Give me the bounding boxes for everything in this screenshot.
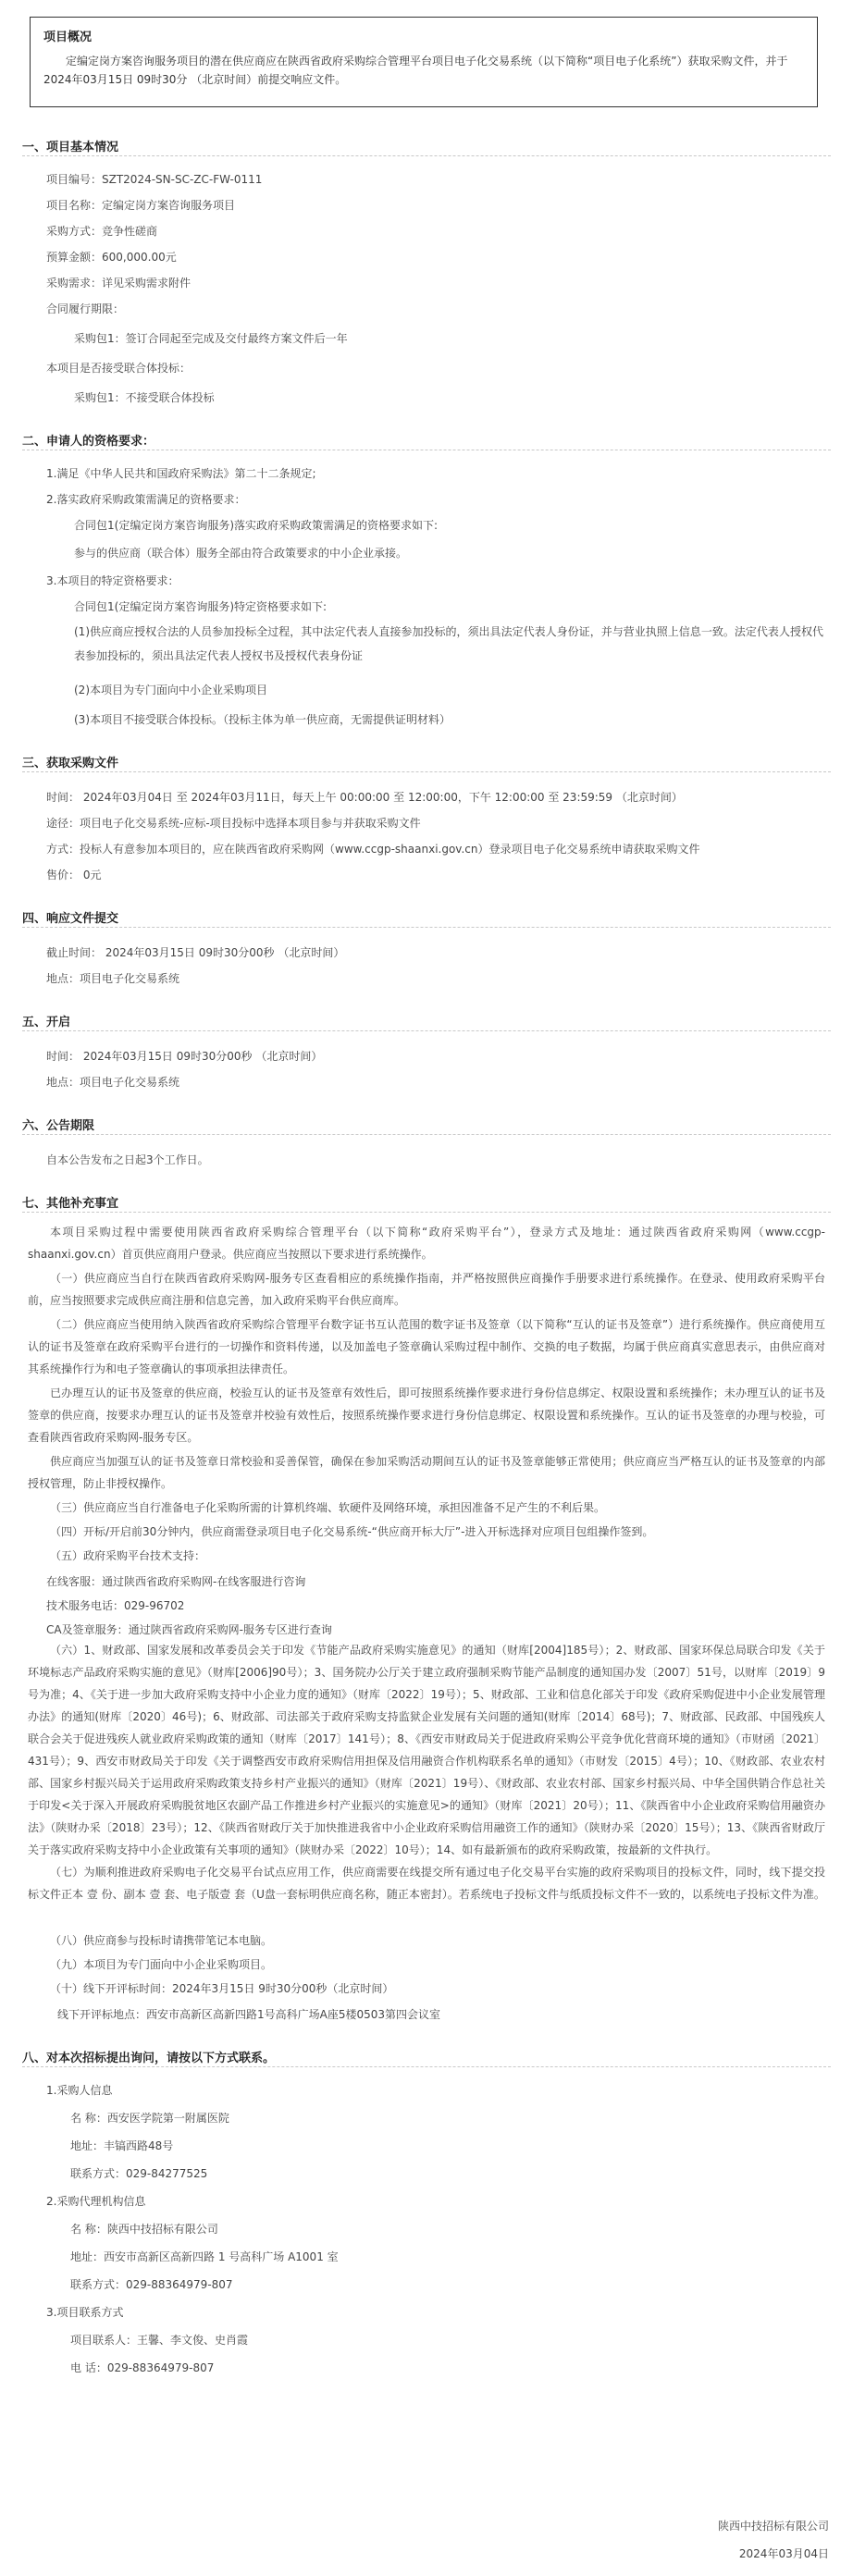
supplement-item-8: （八）供应商参与投标时请携带笔记本电脑。 bbox=[50, 1934, 273, 1947]
supplement-intro: 本项目采购过程中需要使用陕西省政府采购综合管理平台（以下简称“政府采购平台”），登录方式及地址：通过陕西省政府采购网（www.ccgp-shaanxi.gov.cn）首页供应商用户登录。供应商应当按照以下要求进行系统操作。 bbox=[28, 1226, 825, 1261]
section-3-title: 三、获取采购文件 bbox=[22, 757, 119, 770]
footer-company: 陕西中技招标有限公司 bbox=[717, 2520, 829, 2533]
supplement-item-3: （三）供应商应当自行准备电子化采购所需的计算机终端、软硬件及网络环境，承担因准备不足产生的不利后果。 bbox=[50, 1501, 606, 1514]
overview-title: 项目概况 bbox=[43, 31, 93, 44]
section-5-title: 五、开启 bbox=[22, 1016, 71, 1029]
procurement-demand: 采购需求：详见采购需求附件 bbox=[46, 277, 192, 290]
section-7-title: 七、其他补充事宜 bbox=[22, 1197, 119, 1211]
qualification-2a: 合同包1(定编定岗方案咨询服务)落实政府采购政策需满足的资格要求如下: bbox=[74, 519, 439, 532]
qualification-3: 3.本项目的特定资格要求： bbox=[46, 574, 179, 587]
footer-date: 2024年03月04日 bbox=[738, 2547, 829, 2560]
tech-support-phone: 技术服务电话：029-96702 bbox=[46, 1599, 185, 1612]
section-divider bbox=[22, 1134, 831, 1135]
project-name: 项目名称：定编定岗方案咨询服务项目 bbox=[46, 199, 236, 212]
agency-address: 地址：西安市高新区高新四路 1 号高科广场 A1001 室 bbox=[70, 2250, 339, 2263]
project-overview-box bbox=[30, 17, 818, 107]
contract-period-package: 采购包1：签订合同起至完成及交付最终方案文件后一年 bbox=[74, 332, 348, 345]
supplement-item-2-note-2: 供应商应当加强互认的证书及签章日常校验和妥善保管，确保在参加采购活动期间互认的证书及签章能够正常使用；供应商应当严格互认的证书及签章的内部授权管理，防止非授权操作。 bbox=[28, 1455, 825, 1490]
section-divider bbox=[22, 927, 831, 928]
supplement-item-1: （一）供应商应当自行在陕西省政府采购网-服务专区查看相应的系统操作指南，并严格按照供应商操作手册要求进行系统操作。在登录、使用政府采购平台前，应当按照要求完成供应商注册和信息完善，加入政府采购平台供应商库。 bbox=[28, 1272, 825, 1307]
obtain-route: 途径：项目电子化交易系统-应标-项目投标中选择本项目参与并获取采购文件 bbox=[46, 817, 421, 830]
consortium-label: 本项目是否接受联合体投标： bbox=[46, 362, 192, 375]
qualification-3b: (1)供应商应授权合法的人员参加投标全过程，其中法定代表人直接参加投标的，须出具法定代表人身份证，并与营业执照上信息一致。法定代表人授权代表参加投标的，须出具法定代表人授权书及授权代表身份证 bbox=[74, 625, 823, 662]
consortium-package: 采购包1：不接受联合体投标 bbox=[74, 391, 215, 404]
opening-time: 时间： 2024年03月15日 09时30分00秒 （北京时间） bbox=[46, 1050, 323, 1063]
overview-text: 定编定岗方案咨询服务项目的潜在供应商应在陕西省政府采购综合管理平台项目电子化交易系统（以下简称“项目电子化系统”）获取采购文件，并于 2024年03月15日 09时30分 （北京时间）前提交响应文件。 bbox=[43, 55, 788, 86]
section-1-title: 一、项目基本情况 bbox=[22, 141, 119, 154]
supplement-item-2-note: 已办理互认的证书及签章的供应商，校验互认的证书及签章有效性后，即可按照系统操作要求进行身份信息绑定、权限设置和系统操作；未办理互认的证书及签章的供应商，按要求办理互认的证书及签章并校验有效性后，按照系统操作要求进行身份信息绑定、权限设置和系统操作。互认的证书及签章的办理与校验，可查看陕西省政府采购网-服务专区。 bbox=[28, 1387, 825, 1444]
contact-phone: 电 话：029-88364979-807 bbox=[70, 2361, 215, 2374]
budget-amount: 预算金额：600,000.00元 bbox=[46, 251, 177, 264]
purchaser-label: 1.采购人信息 bbox=[46, 2084, 113, 2097]
supplement-item-5: （五）政府采购平台技术支持： bbox=[50, 1549, 206, 1562]
purchaser-phone: 联系方式：029-84277525 bbox=[70, 2167, 208, 2180]
procurement-method: 采购方式：竞争性磋商 bbox=[46, 225, 158, 238]
section-8-title: 八、对本次招标提出询问，请按以下方式联系。 bbox=[22, 2052, 276, 2065]
supplement-item-7: （七）为顺利推进政府采购电子化交易平台试点应用工作，供应商需要在线提交所有通过电子化交易平台实施的政府采购项目的投标文件，同时，线下提交投标文件正本 壹 份、副本 壹 套、电子版壹 套（U盘一套标明供应商名称，随正本密封）。若系统电子投标文件与纸质投标文件不一致的，以系统电子投标文件为准。 bbox=[28, 1866, 825, 1901]
section-2-title: 二、申请人的资格要求： bbox=[22, 435, 155, 449]
contract-period-label: 合同履行期限： bbox=[46, 302, 125, 315]
supplement-item-4: （四）开标/开启前30分钟内，供应商需登录项目电子化交易系统-“供应商开标大厅”-进入开标选择对应项目包组操作签到。 bbox=[50, 1525, 654, 1538]
opening-place: 地点：项目电子化交易系统 bbox=[46, 1076, 180, 1089]
section-6-title: 六、公告期限 bbox=[22, 1119, 95, 1133]
section-divider bbox=[22, 155, 831, 156]
qualification-3c: (2)本项目为专门面向中小企业采购项目 bbox=[74, 684, 267, 696]
notice-period: 自本公告发布之日起3个工作日。 bbox=[46, 1153, 209, 1166]
tech-support-online: 在线客服：通过陕西省政府采购网-在线客服进行咨询 bbox=[46, 1575, 306, 1588]
agency-phone: 联系方式：029-88364979-807 bbox=[70, 2278, 233, 2291]
submission-place: 地点：项目电子化交易系统 bbox=[46, 972, 180, 985]
project-number: 项目编号：SZT2024-SN-SC-ZC-FW-0111 bbox=[46, 173, 263, 186]
tech-support-ca: CA及签章服务：通过陕西省政府采购网-服务专区进行查询 bbox=[46, 1623, 332, 1636]
obtain-time: 时间： 2024年03月04日 至 2024年03月11日，每天上午 00:00:00 至 12:00:00，下午 12:00:00 至 23:59:59 （北京时间） bbox=[46, 791, 683, 804]
supplement-item-10: （十）线下开评标时间：2024年3月15日 9时30分00秒（北京时间） bbox=[50, 1982, 394, 1995]
submission-deadline: 截止时间： 2024年03月15日 09时30分00秒 （北京时间） bbox=[46, 946, 345, 959]
qualification-1: 1.满足《中华人民共和国政府采购法》第二十二条规定; bbox=[46, 467, 316, 480]
qualification-3d: (3)本项目不接受联合体投标。（投标主体为单一供应商，无需提供证明材料） bbox=[74, 713, 451, 726]
agency-label: 2.采购代理机构信息 bbox=[46, 2195, 146, 2208]
agency-name: 名 称：陕西中技招标有限公司 bbox=[70, 2223, 218, 2236]
purchaser-name: 名 称：西安医学院第一附属医院 bbox=[70, 2112, 229, 2125]
section-divider bbox=[22, 771, 831, 772]
section-divider bbox=[22, 2066, 831, 2067]
contact-label: 3.项目联系方式 bbox=[46, 2306, 124, 2319]
qualification-3a: 合同包1(定编定岗方案咨询服务)特定资格要求如下: bbox=[74, 600, 328, 613]
obtain-way: 方式：投标人有意参加本项目的，应在陕西省政府采购网（www.ccgp-shaanxi.gov.cn）登录项目电子化交易系统申请获取采购文件 bbox=[46, 843, 700, 856]
section-divider bbox=[22, 1212, 831, 1213]
contact-people: 项目联系人：王馨、李文俊、史肖霞 bbox=[70, 2334, 249, 2347]
section-4-title: 四、响应文件提交 bbox=[22, 912, 119, 926]
supplement-item-6-policies: （六）1、财政部、国家发展和改革委员会关于印发《节能产品政府采购实施意见》的通知（财库[2004]185号）；2、财政部、国家环保总局联合印发《关于环境标志产品政府采购实施的意见》（财库[2006]90号）；3、国务院办公厅关于建立政府强制采购节能产品制度的通知国办发〔2007〕51号，以财库〔2019〕9号为准；4、《关于进一步加大政府采购支持中小企业力度的通知》（财库〔2022〕19号）；5、财政部、工业和信息化部关于印发《政府采购促进中小企业发展管理办法》的通知(财库〔2020〕46号)；6、财政部、司法部关于政府采购支持监狱企业发展有关问题的通知(财库〔2014〕68号)；7、财政部、民政部、中国残疾人联合会关于促进残疾人就业政府采购政策的通知（财库〔2017〕141号）；8、《西安市财政局关于促进政府采购公平竞争优化营商环境的通知》（市财函〔2021〕431号）；9、西安市财政局关于印发《关于调整西安市政府采购信用担保及信用融资合作机构联系名单的通知》（市财发〔2015〕4号）；10、《财政部、农业农村部、国家乡村振兴局关于运用政府采购政策支持乡村产业振兴的通知》（财库〔2021〕19号）、《财政部、农业农村部、国家乡村振兴局、中华全国供销合作总社关于印发<关于深入开展政府采购脱贫地区农副产品工作推进乡村产业振兴的实施意见>的通知》（财库〔2021〕20号）；11、《陕西省中小企业政府采购信用融资办法》（陕财办采〔2018〕23号）；12、《陕西省财政厅关于加快推进我省中小企业政府采购信用融资工作的通知》（陕财办采〔2020〕15号）；13、《陕西省财政厅关于落实政府采购支持中小企业政策有关事项的通知》（陕财办采〔2022〕10号）；14、如有最新颁布的政府采购政策，按最新的文件执行。 bbox=[28, 1644, 825, 1856]
offline-opening-place: 线下开评标地点：西安市高新区高新四路1号高科广场A座5楼0503第四会议室 bbox=[57, 2008, 441, 2021]
section-divider bbox=[22, 1030, 831, 1031]
purchaser-address: 地址：丰镐西路48号 bbox=[70, 2139, 174, 2152]
qualification-2: 2.落实政府采购政策需满足的资格要求： bbox=[46, 493, 246, 506]
document-price: 售价： 0元 bbox=[46, 869, 102, 881]
supplement-item-2: （二）供应商应当使用纳入陕西省政府采购综合管理平台数字证书互认范围的数字证书及签章（以下简称“互认的证书及签章”）进行系统操作。供应商使用互认的证书及签章在政府采购平台进行的一切操作和资料传递，以及加盖电子签章确认采购过程中制作、交换的电子数据，均属于供应商真实意思表示，由供应商对其系统操作行为和电子签章确认的事项承担法律责任。 bbox=[28, 1318, 825, 1375]
qualification-2b: 参与的供应商（联合体）服务全部由符合政策要求的中小企业承接。 bbox=[74, 547, 408, 560]
supplement-item-9: （九）本项目为专门面向中小企业采购项目。 bbox=[50, 1958, 273, 1971]
